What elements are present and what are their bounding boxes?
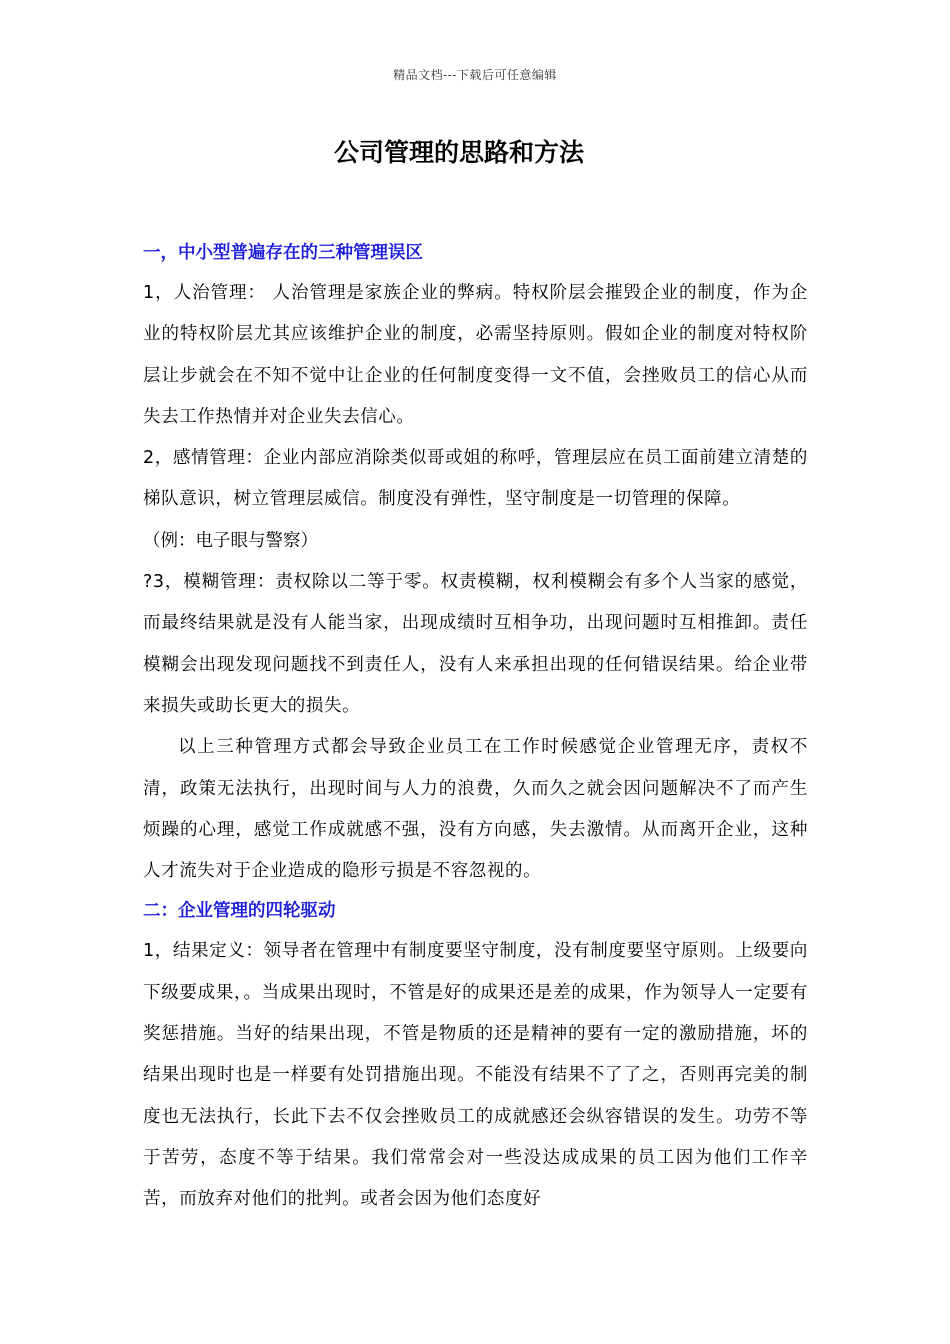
paragraph: 1，结果定义：领导者在管理中有制度要坚守制度，没有制度要坚守原则。上级要向下级要成果，。当成果出现时，不管是好的成果还是差的成果，作为领导人一定要有奖惩措施。当好的结果出现，不管是物质的还是精神的要有一定的激励措施，坏的结果出现时也是一样要有处罚措施出现。不能没有结果不了了之，否则再完美的制度也无法执行，长此下去不仅会挫败员工的成就感还会纵容错误的发生。功劳不等于苦劳，态度不等于结果。我们常常会对一些没达成成果的员工因为他们工作辛苦，而放弃对他们的批判。或者会因为他们态度好 <box>143 941 808 1210</box>
section-heading-1: 一，中小型普遍存在的三种管理误区 <box>143 243 423 263</box>
paragraph: 1，人治管理： 人治管理是家族企业的弊病。特权阶层会摧毁企业的制度，作为企业的特权阶层尤其应该维护企业的制度，必需坚持原则。假如企业的制度对特权阶层让步就会在不知不觉中让企业的任何制度变得一文不值，会挫败员工的信心从而失去工作热情并对企业失去信心。 <box>143 283 808 427</box>
paragraph: ?3，模糊管理：责权除以二等于零。权责模糊，权利模糊会有多个人当家的感觉，而最终结果就是没有人能当家，出现成绩时互相争功，出现问题时互相推卸。责任模糊会出现发现问题找不到责任人，没有人来承担出现的任何错误结果。给企业带来损失或助长更大的损失。 <box>143 572 808 716</box>
document-body <box>143 234 808 1221</box>
section-heading-2: 二：企业管理的四轮驱动 <box>143 901 336 922</box>
paragraph: 2，感情管理：企业内部应消除类似哥或姐的称呼，管理层应在员工面前建立清楚的梯队意识，树立管理层威信。制度没有弹性，坚守制度是一切管理的保障。 <box>143 448 808 510</box>
page-header: 精品文档---下载后可任意编辑 <box>393 68 557 82</box>
example-note: （例：电子眼与警察） <box>143 530 318 551</box>
document-title: 公司管理的思路和方法 <box>333 138 584 167</box>
summary-paragraph: 以上三种管理方式都会导致企业员工在工作时候感觉企业管理无序，责权不清，政策无法执行，出现时间与人力的浪费，久而久之就会因问题解决不了而产生烦躁的心理，感觉工作成就感不强，没有方向感，失去激情。从而离开企业，这种人才流失对于企业造成的隐形亏损是不容忽视的。 <box>143 737 808 882</box>
